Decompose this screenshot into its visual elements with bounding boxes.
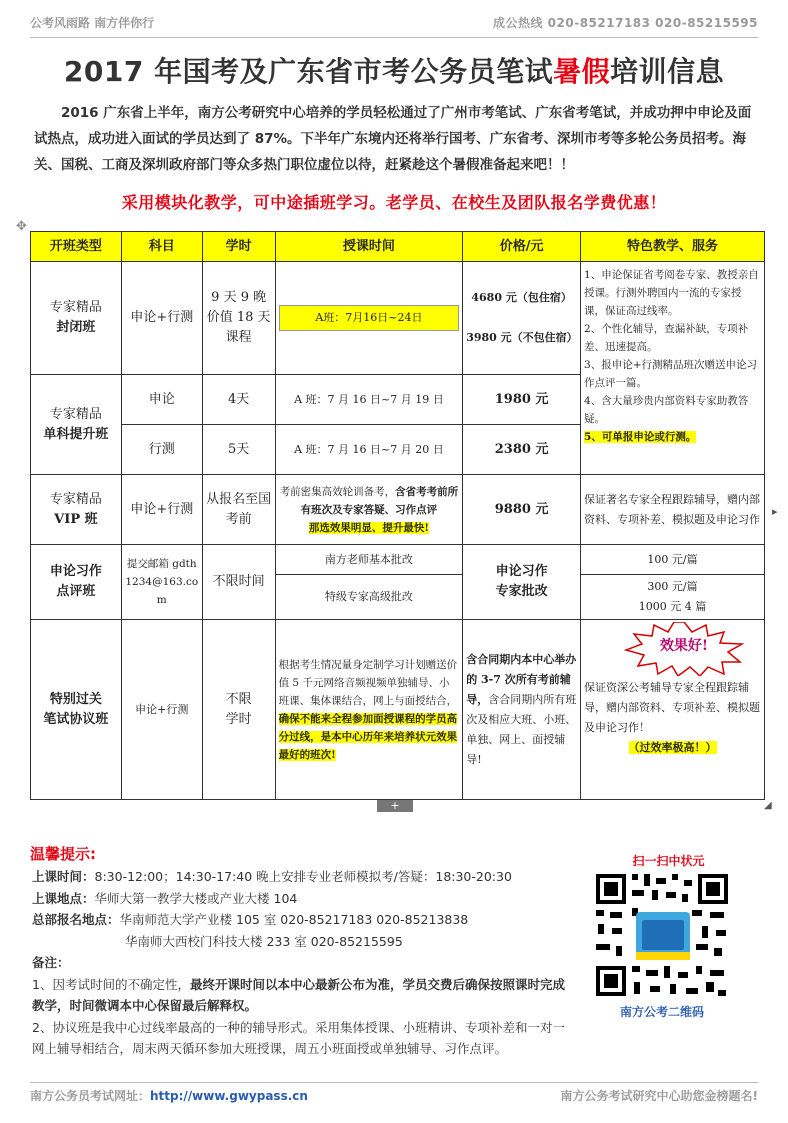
tips-hq: 总部报名地点：华南师范大学产业楼 105 室 020-85217183 020-85213838 xyxy=(32,912,469,927)
subject-cell: 申论+行测 xyxy=(121,620,202,800)
tips-note-1: 1、因考试时间的不确定性，最终开课时间以本中心最新公布为准，学员交费后确保按照课时完成教学，时间微调本中心保留最后解释权。 xyxy=(32,976,565,1013)
qr-label: 南方公考二维码 xyxy=(619,1005,704,1019)
hours-cell: 5天 xyxy=(202,425,275,475)
email-cell: 提交邮箱 gdth1234@163.com xyxy=(121,545,202,620)
table-row xyxy=(31,262,765,375)
features-cell xyxy=(581,262,765,475)
col-header-type: 开班类型 xyxy=(31,232,122,262)
feature-text: 保证资深公考辅导专家全程跟踪辅导，赠内部资料、专项补差、模拟题及申论习作！ xyxy=(584,681,761,734)
col-header-subject: 科目 xyxy=(121,232,202,262)
col-header-hours: 学时 xyxy=(202,232,275,262)
col-header-price: 价格/元 xyxy=(463,232,581,262)
hours-cell: 9 天 9 晚价值 18 天课程 xyxy=(202,262,275,375)
hours-cell: 从报名至国考前 xyxy=(202,475,275,545)
hours-cell: 4天 xyxy=(202,375,275,425)
col-header-features: 特色教学、服务 xyxy=(581,232,765,262)
table-header-row xyxy=(31,232,765,262)
course-table xyxy=(30,231,765,800)
page-title xyxy=(0,50,788,90)
footer-slogan: 南方公务考试研究中心助您金榜题名! xyxy=(560,1089,758,1103)
tips-title: 温馨提示: xyxy=(30,845,96,863)
subject-cell: 申论 xyxy=(121,375,202,425)
price-cell: 4680 元（包住宿） 3980 元（不包住宿） xyxy=(463,262,581,375)
time-cell: A班：7月16日~24日 xyxy=(275,262,463,375)
header-hotline: 成公热线 020-85217183 020-85215595 xyxy=(492,16,758,30)
time-cell: A 班：7 月 16 日~7 月 19 日 xyxy=(275,375,463,425)
hours-cell: 不限时间 xyxy=(202,545,275,620)
time-cell: 南方老师基本批改 xyxy=(275,545,463,575)
promo-slogan: 采用模块化教学，可中途插班学习。老学员、在校生及团队报名学费优惠！ xyxy=(121,193,667,212)
class-type-cell: 专家精品 VIP 班 xyxy=(31,475,122,545)
add-row-button[interactable]: + xyxy=(377,800,413,812)
class-type-cell: 申论习作 点评班 xyxy=(31,545,122,620)
website-link[interactable]: http://www.gwypass.cn xyxy=(150,1089,308,1103)
resize-handle-icon[interactable]: ◢ xyxy=(764,800,772,811)
qr-caption: 扫一扫中状元 xyxy=(632,854,705,868)
table-row xyxy=(31,545,765,575)
time-cell: 根据考生情况量身定制学习计划赠送价值 5 千元网络音频视频单独辅导、小班课、集体课结合，网上与面授结合，确保不能来全程参加面授课程的学员高 分过线，是本中心历年来培养状元效果最好的班次! xyxy=(275,620,463,800)
title-post: 培训信息 xyxy=(610,55,725,88)
col-header-time: 授课时间 xyxy=(275,232,463,262)
tips-note-label: 备注： xyxy=(32,955,70,970)
intro-paragraph: 2016 广东省上半年，南方公考研究中心培养的学员轻松通过了广州市考笔试、广东省考笔试，并成功押中申论及面试热点，成功进入面试的学员达到了 87%。下半年广东境内还将举行国考、广东省考、深圳市考等多轮公务员招考。海关、国税、工商及深圳政府部门等众多热门职位虚位以待，赶紧趁这个暑假准备起来吧！！ xyxy=(34,105,752,173)
tips-note-2: 2、协议班是我中心过线率最高的一种的辅导形式。采用集体授课、小班精讲、专项补差和一对一网上辅导相结合，周末两天循环参加大班授课，周五小班面授或单独辅导、习作点评。 xyxy=(32,1019,565,1056)
tips-hq-2: 华南师大西校门科技大楼 233 室 020-85215595 xyxy=(125,933,403,949)
feature-item: 4、含大量珍贵内部资料专家助教答疑。 xyxy=(584,395,749,425)
price-cell: 2380 元 xyxy=(463,425,581,475)
page-footer xyxy=(30,1082,758,1104)
subject-cell: 行测 xyxy=(121,425,202,475)
header-slogan: 公考风雨路 南方伴你行 xyxy=(30,16,155,30)
hours-cell: 不限 学时 xyxy=(202,620,275,800)
footer-website: 南方公务员考试网址：http://www.gwypass.cn xyxy=(30,1089,308,1103)
feature-item: 5、可单报申论或行测。 xyxy=(584,431,697,443)
starburst-text: 效果好! xyxy=(659,638,709,654)
time-cell: A 班：7 月 16 日~7 月 20 日 xyxy=(275,425,463,475)
fee-cell: 100 元/篇 xyxy=(581,545,765,575)
time-cell: 特级专家高级批改 xyxy=(275,575,463,620)
features-cell: 保证著名专家全程跟踪辅导，赠内部资料、专项补差、模拟题及申论习作 xyxy=(581,475,765,545)
subject-cell: 申论+行测 xyxy=(121,475,202,545)
features-cell xyxy=(581,620,765,800)
tips-time: 上课时间：8:30-12:00；14:30-17:40 晚上安排专业老师模拟考/答疑：18:30-20:30 xyxy=(32,869,512,884)
price-cell: 含合同期内本中心举办的 3-7 次所有考前辅导，含合同期内所有班次及相应大班、小班、单独、网上、面授辅导! xyxy=(463,620,581,800)
fee-cell: 300 元/篇 1000 元 4 篇 xyxy=(581,575,765,620)
qr-code-icon xyxy=(592,870,732,1000)
subject-cell: 申论+行测 xyxy=(121,262,202,375)
chevron-right-icon[interactable]: ▸ xyxy=(772,505,778,518)
class-type-cell: 特别过关 笔试协议班 xyxy=(31,620,122,800)
price-cell: 9880 元 xyxy=(463,475,581,545)
tips-block xyxy=(32,866,577,1060)
time-cell: 考前密集高效轮训备考，含省考考前所有班次及专家答疑、习作点评 那选效果明显、提升最快! xyxy=(275,475,463,545)
feature-item: 1、申论保证省考阅卷专家、教授亲自授课。行测外聘国内一流的专家授课，保证高过线率。 xyxy=(584,269,759,317)
feature-item: 3、报申论+行测精品班次赠送申论习作点评一篇。 xyxy=(584,359,757,389)
class-type-cell: 专家精品 单科提升班 xyxy=(31,375,122,475)
title-pre: 2017 年国考及广东省市考公务员笔试 xyxy=(63,55,554,88)
table-row xyxy=(31,620,765,800)
price-cell: 申论习作 专家批改 xyxy=(463,545,581,620)
table-row xyxy=(31,475,765,545)
tips-place: 上课地点：华师大第一教学大楼或产业大楼 104 xyxy=(32,890,298,906)
class-type-cell: 专家精品 封闭班 xyxy=(31,262,122,375)
title-highlight: 暑假 xyxy=(553,55,611,88)
table-move-handle-icon[interactable]: ✥ xyxy=(16,219,27,234)
feature-text-highlight: （过效率极高！） xyxy=(628,741,717,754)
page-header xyxy=(30,14,758,38)
feature-item: 2、个性化辅导，查漏补缺，专项补差、迅速提高。 xyxy=(584,323,749,353)
price-cell: 1980 元 xyxy=(463,375,581,425)
